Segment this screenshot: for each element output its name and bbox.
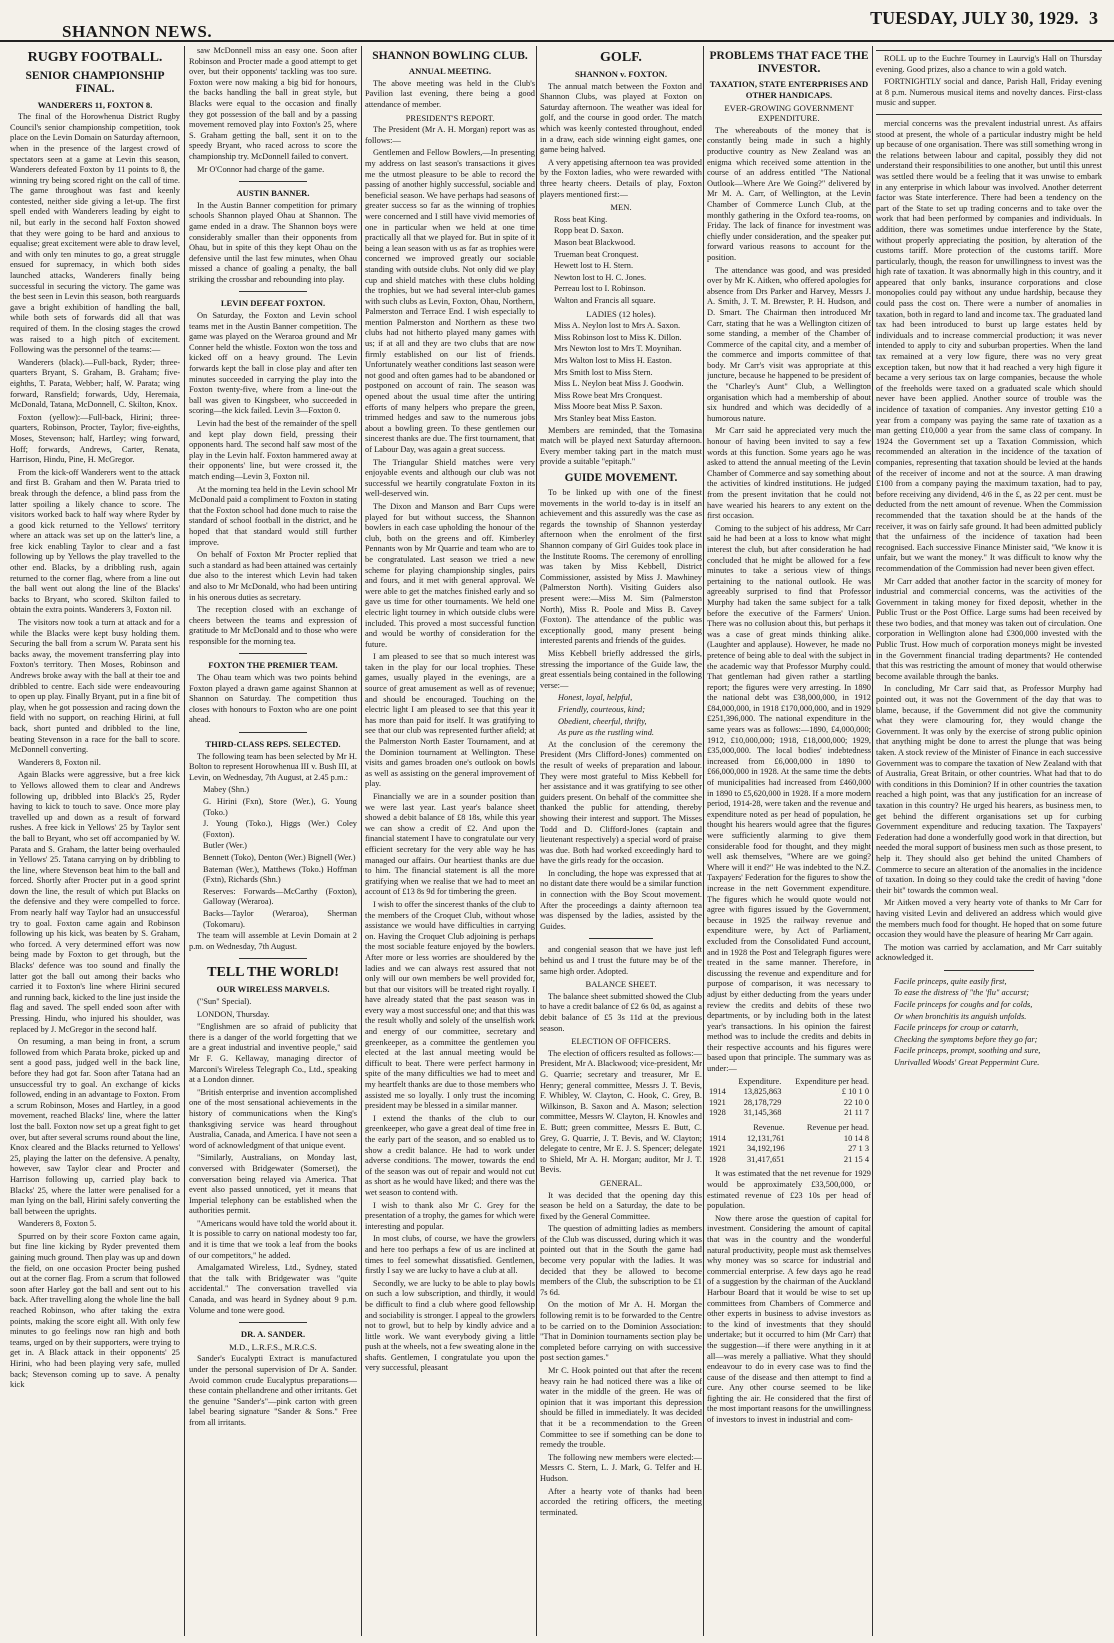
- paragraph: The President (Mr A. H. Morgan) report was as follows:—: [365, 125, 535, 145]
- rugby-subhead: SENIOR CHAMPIONSHIP FINAL.: [25, 70, 165, 96]
- paragraph: Mabey (Shn.): [203, 785, 250, 795]
- reps-heading: THIRD-CLASS REPS. SELECTED.: [205, 739, 341, 750]
- table-cell: 31,417,651: [746, 1154, 785, 1164]
- austin-banner-heading: AUSTIN BANNER.: [236, 188, 310, 199]
- table-cell: 1921: [709, 1144, 726, 1154]
- paragraph: In concluding, Mr Carr said that, as Professor Murphy had pointed out, it was not the Government of the day that was to blame, because, if the Government did not give the community what they were clamouring for, they would change the Government. It was only by the exercise of strong public opinion that anything might be done to arrest the plunge that was being taken. A stock review of the Minister of Finance in each successive Government was to compare the taxation of New Zealand with that of Australia, Great Britain, or other countries. What had that to do with conditions in this Dominion? If in other countries the taxation reached a high point, was that any justification for an increase of taxation in this country? He urged his hearers, as business men, to get behind the different organisations set up for curbing Government expenditure and reducing taxation. The Taxpayers' Federation had done a wonderfully good work in that direction, but needed the moral support of business men such as those present, to help it. They should also get behind the united Chambers of Commerce to secure an alteration of the anomalies in the incidence of taxation. In doing so they could take the credit of having "done their bit" towards the common weal.: [876, 684, 1102, 895]
- paragraph: Financially we are in a sounder position than we were last year. Last year's balance sheet showed a debit balance of £8 18s, while this year we can show a credit of £2. And upon the financial statement I have to congratulate our very efficient secretary for the very able way he has managed our affairs. Our heartiest thanks are due to him. The financial statement is all the more gratifying when we realise that we had to meet an account of £13 8s 9d for timbering the green.: [365, 792, 535, 897]
- page-number: 3: [1089, 8, 1098, 28]
- election-heading: ELECTION OF OFFICERS.: [571, 1036, 671, 1047]
- paragraph: FORTNIGHTLY social and dance, Parish Hall, Friday evening at 8 p.m. Numerous musical items and novelty dances. First-class music and supper.: [876, 77, 1102, 108]
- paragraph: Mrs Newton lost to Mrs T. Moynihan.: [554, 344, 682, 354]
- paragraph: Miss Robinson lost to Miss K. Dillon.: [554, 332, 682, 342]
- paragraph: The reception closed with an exchange of cheers between the teams and expression of gratitude to Mr McDonald and to those who were responsible for the morning tea.: [189, 605, 357, 646]
- investor-sub-1: TAXATION, STATE ENTERPRISES AND OTHER HANDICAPS.: [709, 79, 869, 101]
- paragraph: Unrivalled Woods' Great Peppermint Cure.: [894, 1058, 1040, 1068]
- paragraph: Ropp beat D. Saxon.: [554, 226, 624, 236]
- paragraph: On the motion of Mr A. H. Morgan the following remit is to be forwarded to the Centre to be carried on to the Dominion Association: "That in Dominion tournaments section play be completed before carrying on with successive post section games.": [540, 1300, 702, 1363]
- paragraph: To be linked up with one of the finest movements in the world to-day is in itself an achievement and this assuredly was the case as regards the township of Shannon yesterday afternoon when the enrolment of the first Shannon company of Girl Guides took place in the Institute Rooms. The ceremony of enrolling was taken by Miss Kebbell, District Commissioner, assisted by Miss J. Mawhiney (Palmerston North). Visiting Guiders also present were:—Miss M. Sim (Palmerston North), Miss R. Poole and Miss B. Cavey (Foxton). The attendance of the public was exceptionally good, many present being interested parents and friends of the guides.: [540, 488, 702, 646]
- paragraph: The whereabouts of the money that is constantly being made in such a highly productive country as New Zealand was an enigma which received some attention in the course of an address entitled "The National Outlook—Where Are We Going?" delivered by Mr M. A. Carr, of Wellington, at the Levin Chamber of Commerce Lunch Club, at the monthly gathering in the Oxford tea-rooms, on Friday. The lack of finance for investment was chiefly under consideration, and the speaker put forward various reasons to account for the position.: [707, 125, 871, 262]
- paragraph: Spurred on by their score Foxton came again, but fine line kicking by Ryder prevented them gaining much ground. Then play was up and down the field, on one occasion Procter being pushed out at the corner flag. From a scrum that followed soon after Harley got the ball and sent out to his back. After travelling along the whole line the ball reached Robinson, who after taking the extra points, making the score eight all. With only few minutes to go feelings now ran high and both teams, urged on by their supporters, were trying to get in. A Black attack in their opponents' 25 Hirini, who had been playing very safe, mulled back; Stevenson coming up to save. A penalty kick: [10, 1231, 180, 1390]
- expenditure-table: [707, 1077, 871, 1119]
- paragraph: Bennett (Toko), Denton (Wer.) Bignell (Wer.): [203, 852, 356, 862]
- investor-sub-2: EVER-GROWING GOVERNMENT EXPENDITURE.: [724, 102, 854, 124]
- divider: [239, 653, 306, 654]
- paragraph: Honest, loyal, helpful,: [558, 693, 633, 703]
- ladies-results: [540, 321, 702, 424]
- paragraph: and congenial season that we have just left behind us and I trust the future may be of the same high order. Adopted.: [540, 945, 702, 976]
- table-cell: 1914: [709, 1133, 726, 1143]
- bowling-headline: SHANNON BOWLING CLUB.: [372, 50, 528, 62]
- paragraph: Wanderers 8, Foxton 5.: [18, 1219, 97, 1229]
- table-header-row: [707, 1123, 871, 1134]
- paragraph: The Ohau team which was two points behind Foxton played a drawn game against Shannon at Shannon on Saturday. The competition thus closes with honours to Foxton who are one point ahead.: [189, 673, 357, 725]
- paragraph: I wish to thank also Mr C. Grey for the presentation of a trophy, the games for which were interesting and popular.: [365, 1200, 535, 1231]
- divider: [239, 958, 306, 959]
- golf-intro: [540, 82, 702, 201]
- general-heading: GENERAL.: [599, 1177, 643, 1188]
- paragraph: Again Blacks were aggressive, but a free kick to Yellows allowed them to clear and Andrews following up, dribbled into Black's 25, Ryder having to kick to touch to save. Once more play travelled up and down as a result of forward rushes. A free kick in Yellows' 25 by Taylor sent the ball to Bryant, who set off accompanied by W. Parata and S. Graham, the latter being overhauled in Yellows' 25. Tatana carrying on by dribbling to the line, where Stevenson beat him to the ball and forced. Shortly after Procter put in a good sprint down the line, the result of which put Blacks on the defensive and they were compelled to force. From nearly half way Taylor had an unsuccessful try to goal. Foxton came again and Robinson following up his kick, was beaten by S. Graham, who forced. A very determined effort was now being made by Foxton to get through, but the Blacks' defence was too sound and finally the latter got the ball out among their backs who carried it to Foxton's line where Hirini secured and running back, kicked to the line just inside the flag and saved. The spell ended soon after with Pressing. Hindu, who injured his shoulder, was replaced by J. McGregor in the second half.: [10, 770, 180, 1034]
- column-rugby: [10, 46, 180, 1636]
- levin-heading: LEVIN DEFEAT FOXTON.: [220, 298, 326, 309]
- table-header-row: [707, 1077, 871, 1088]
- paragraph: The visitors now took a turn at attack and for a while the Blacks were kept busy holding them. Securing the ball from a scrum W. Parata sent his backs away, the movement transferring play into Foxton's territory. Then Moses, Robinson and Andrews broke away with the ball at their toe and dribbled to centre. Each side were endeavouring to open up play. Finally Bryant, put in a fine bit of play, when he got possession and racing down the field with no support, on reaching Hirini, at full back, short punted and dribbled to the line, beating Stevenson in a race for the ball to score. McDonnell converting.: [10, 618, 180, 755]
- paragraph: The Dixon and Manson and Barr Cups were played for but without success, the Shannon bowlers in each case upholding the honour of the club, both on the greens and off. Kimberley Pennants won by Mr Quarrie and team who are to be congratulated. Last season we tried a new scheme for playing championship singles, pairs and fours, and it met with general approval. We were able to get the matches finished early and so gave us time for other tournaments. We held one electric light tourney in which outside clubs were included. This proved a most successful function and would be worthy of consideration for the future.: [365, 501, 535, 649]
- issue-date: TUESDAY, JULY 30, 1929.: [870, 8, 1079, 28]
- paragraph: Gentlemen and Fellow Bowlers,—In presenting my address on last season's transactions it gives me the utmost pleasure to be able to record the passing of another highly successful, sociable and beneficial season. We have perhaps had seasons of greater success so far as the winning of trophies were concerned and I still have vivid memories of one in particular when we held at one time practically all that we played for. But in spite of it being a lean season with us as far as trophies were concerned we improved greatly our sociable standing with outside clubs. Not only did we play cup and shield matches with these clubs holding the trophies, but we had several inter-club games with such clubs as Levin, Foxton, Ohau, Northern, Palmerston and Terrace End. I wish especially to mention Palmerston and Northern as these two clubs had not hitherto played many games with us; if at all and they are two clubs that are now firmly established on our list of friends. Unfortunately weather conditions last season were not good and often games had to be abandoned or postponed on account of rain. The season was opened about the usual time after the untiring efforts of many helpers who prepare the green, trimmed hedges and saw to the numerous jobs about a bowling green. To these gentlemen our sincerest thanks are due. The first tournament, that of Labour Day, was again a great success.: [365, 148, 535, 454]
- masthead-right: [864, 8, 1098, 29]
- table-cell: 10 14 8: [843, 1133, 869, 1143]
- paragraph: Mr C. Hook pointed out that after the recent heavy rain he had noticed there was a like of water in the middle of the green. He was of opinion that it was important this depression should be filled in immediately. It was decided that it be a recommendation to the Green Committee to see if something can be done to remedy the trouble.: [540, 1366, 702, 1450]
- paragraph: Mrs Walton lost to Miss H. Easton.: [554, 355, 672, 365]
- page-columns: [8, 46, 1108, 1636]
- paper-name: SHANNON NEWS.: [62, 22, 213, 41]
- paragraph: Checking the symptoms before they go far;: [894, 1034, 1038, 1044]
- rugby-body: [10, 112, 180, 1391]
- paragraph: It was decided that the opening day this season be held on a Saturday, the date to be fixed by the General Committee.: [540, 1190, 702, 1221]
- paragraph: The annual match between the Foxton and Shannon Clubs, was played at Foxton on Saturday afternoon. The weather was ideal for golf, and the course in good order. The match which was keenly contested throughout, ended in a draw, each side winning eight games, one game being halved.: [540, 81, 702, 155]
- paragraph: Miss L. Neylon beat Miss J. Goodwin.: [554, 379, 684, 389]
- paragraph: I wish to offer the sincerest thanks of the club to the members of the Croquet Club, without whose assistance we would have difficulties in carrying on. Having the Croquet Club adjoining is perhaps the most sociable feature enjoyed by the bowlers. After more or less worries are shouldered by the ladies and we can always rest assured that not only will our own members be well provided for, but that our visitors will be treated right royally. I have already stated that the past season was in every way a most successful one; and that this was the result wholly and solely of the unselfish work and energy of our committee, secretary and greenkeeper, as a committee the gentlemen you elected at the last annual meeting would be difficult to beat. There were perfect harmony in spite of the many difficulties we had to meet and my heartfelt thanks are due to those members who assisted me so loyally. I only trust the incoming president may be blessed in a similar manner.: [365, 899, 535, 1111]
- investor-body: [707, 126, 871, 1075]
- table-cell: 12,131,761: [746, 1133, 785, 1143]
- table-cell: 34,192,196: [746, 1144, 785, 1154]
- investor-body-3: [876, 119, 1102, 964]
- paragraph: "Similarly, Australians, on Monday last, conversed with Bridgewater (Somerset), the conversation being relayed via America. That event also passed unnoticed, yet it means that Imperial telephony can be established when the authorities permit.: [189, 1153, 357, 1216]
- divider: [589, 938, 654, 939]
- divider: [239, 1322, 306, 1323]
- investor-body-2: [707, 1169, 871, 1425]
- sander-ad-heading: DR. A. SANDER.: [240, 1329, 306, 1340]
- paragraph: Amalgamated Wireless, Ltd., Sydney, stated that the talk with Bridgewater was "quite accidental." The conversation travelled via Canada, and was heard in Sydney about 9 p.m. Volume and tone were good.: [189, 1263, 357, 1315]
- paragraph: G. Hirini (Fxn), Store (Wer.), G. Young (Toko.): [203, 797, 357, 817]
- paragraph: ROLL up to the Euchre Tourney in Laurvig's Hall on Thursday evening. Good prizes, also a chance to win a gold watch.: [876, 54, 1102, 74]
- table-row: [707, 1134, 871, 1145]
- report-heading: PRESIDENT'S REPORT.: [405, 112, 495, 123]
- levin-body: [189, 311, 357, 647]
- paragraph: Miss Moore beat Miss P. Saxon.: [554, 402, 663, 412]
- table-cell: 13,825,863: [743, 1087, 782, 1097]
- paragraph: "Englishmen are so afraid of publicity that there is a danger of the world forgetting that we are a great industrial and inventive people," said Mr F. G. Kellaway, managing director of Marconi's Wireless Telegraph Co., Ltd., speaking at a London dinner.: [189, 1022, 357, 1085]
- paragraph: Wanderers (black).—Full-back, Ryder; three-quarters Bryant, S. Graham, B. Graham; five-eighths, T. Parata, Webber; half, W. Parata; wing forward, Ransfield; forwards, Udy, Heremaia, McDonald, Tatana, McDonnell, C. Skilton, Knox.: [10, 357, 180, 410]
- divider: [239, 291, 306, 292]
- ladies-label: LADIES (12 holes).: [586, 308, 656, 319]
- divider: [239, 181, 306, 182]
- paragraph: I extend the thanks of the club to our greenkeeper, who gave a great deal of time free in the early part of the season, and so enabled us to show a credit balance. He had to work under adverse conditions. The mower, towards the end of the season was out of repair and would not cut as short as he would have liked; and there was the wet season to contend with.: [365, 1113, 535, 1197]
- austin-banner-body: [189, 201, 357, 286]
- paragraph: Wanderers 8, Foxton nil.: [18, 757, 101, 767]
- column-investor-cont: [876, 46, 1102, 1636]
- paragraph: The Triangular Shield matches were very enjoyable events and although our club was not successful we heartily congratulate Foxton in its well-deserved win.: [365, 457, 535, 499]
- table-row: [707, 1155, 871, 1166]
- table-cell: £ 10 1 0: [841, 1087, 869, 1097]
- paragraph: Coming to the subject of his address, Mr Carr said he had been at a loss to know what might interest the club, but after consideration he had concluded that he might be allowed for a few minutes to take a serious view of things pertaining to the national outlook. He was agreeably surprised to find that Professor Murphy had taken the same subject for a talk before the executive of the Farmers' Union. There was no collusion about this, but perhaps it was a case of great minds thinking alike. (Laughter and applause). However, he made no pretence of being able to deal with the subject in the academic way that Professor Murphy could. That gentleman had given rather a startling report; the figures were very arresting. In 1890 the national debt was £38,000,000, in 1912 £84,000,000, in 1918 £170,000,000, and in 1929 £251,396,000. The national expenditure in the same years was as follows:—1890, £4,000,000; 1912, £10,000,000; 1918, £18,000,000; 1929, £35,000,000. The local bodies' indebtedness increased from £6,000,000 in 1890 to £66,000,000 in 1928. At the same time the debts of municipalities had increased from £460,000 in 1890 to £5,620,000 in 1928. If a more modern period, 1914-28, were taken and the revenue and expenditure noted as per head of population, he thought his hearers would agree that the figures were sufficiently alarming to give them considerable food for thought, and they might well ask themselves, "Where are we going? Where will it end?" He was indebted to the N.Z. Taxpayers' Federation for the figures to show the increase in the nett Government expenditure. The figures which he would quote would not agree with figures issued by the Government, because in 1925 the railway revenue and expenditure were, by Act of Parliament, excluded from the Consolidated Fund account, and in 1928 the Post and Telegraph figures were treated in the same manner. Therefore, in discussing the revenue and expenditure and for purpose of comparison, it was necessary to adjust by either deducting from the years under review the credits and debits of these two departments, or by including both in the latest year's transactions. In his opinion the fairest method was to include the credits and debits in their respective accounts and his figures were based upon that principle. The summary was as under:—: [707, 523, 871, 1074]
- paragraph: It was estimated that the net revenue for 1929 would be approximately £33,500,000, or estimated revenue of £23 10s per head of population.: [707, 1169, 871, 1211]
- paragraph: Ross beat King.: [554, 214, 608, 224]
- table-header-cell: [707, 1123, 733, 1134]
- premier-body: [189, 673, 357, 726]
- paragraph: Mrs Stanley beat Miss Easton.: [554, 413, 657, 423]
- table-cell: 28,178,729: [743, 1097, 782, 1107]
- balance-heading: BALANCE SHEET.: [585, 979, 657, 990]
- table-header-cell: Revenue per head.: [806, 1123, 869, 1133]
- golf-sub: SHANNON v. FOXTON.: [575, 69, 667, 80]
- column-bowling: [365, 46, 535, 1636]
- golf-headline: GOLF.: [600, 50, 642, 65]
- paragraph: Facile princeps, prompt, soothing and sure,: [894, 1046, 1041, 1056]
- rugby-result: WANDERERS 11, FOXTON 8.: [37, 99, 153, 110]
- paragraph: mercial concerns was the prevalent industrial unrest. As affairs stood at present, the whole of a particular industry might be held up because of one organisation. There was still something wrong in the relations between labour and capital, possibly they did not understand their responsibilities to one another, but until this unrest was settled there would be a feeling that it was unwise to embark in any enterprise in which labour was involved. Another deterrent factor was State interference. There had been a tendency on the part of the State to set up trading concerns and to take over the work that had been performed by companies and individuals. In addition, there was sometimes undue interference by the State, without properly appreciating the position, by alteration of the customs tariff. More protection of the customs tariff. More particularly, though, the reason for unwillingness to invest was the high rate of taxation. It was abnormally high in this country, and it appeared that only banks, insurance corporations and close monopolies could pay without any undue hardship, because they could pass the cost on. There were a number of anomalies in taxation, both in regard to land and income tax. The graduated land tax had been introduced to burst up large estates held by individuals and to increase commercial production; it was never intended to apply to city and suburban properties. When the land tax remained at a very low figure, there was no very great exception taken, but now that it had reached a very high figure it became a very serious tax on large companies, because the whole of the freeholds were taxed on a graduated scale which should never have been applied. Another source of trouble was the incidence of taxation of companies. Any investor getting £10 a year from a company was paying the same rate of taxation as a man getting £10,000 a year from the same class of company. In 1924 the Government set up a Taxation Commission, which recommended an alteration in the incidence of the taxation of companies, representing that taxation should be levied at the hands of the receiver of income and not at the source. A man drawing £100 from a company paying the maximum taxation, had to pay, before receiving any dividend, 4/6 in the £, as 22 per cent. must be deducted from the nett amount of revenue. When the Commission recommended that the taxation should be at the hands of the receiver, it was on fairly safe ground. It had been admitted publicly that the unfairness of the incidence of taxation had been recognised. Each successive Finance Minister said, "We know it is unfair, but we want the money." It was difficult to know why the recommendation of the Commission had never been given effect.: [876, 118, 1102, 573]
- bowling-intro: [365, 79, 535, 111]
- table-cell: 21 15 4: [843, 1154, 869, 1164]
- paragraph: Miss A. Neylon lost to Mrs A. Saxon.: [554, 321, 681, 331]
- small-ads: [876, 50, 1102, 115]
- paragraph: Mr Carr said he appreciated very much the honour of having been invited to say a few words at this function. Some years ago he was asked to attend the annual meeting of the Levin Chamber of Commerce and say something about the activities of kindred institutions. He judged from the present invitation that he could not have wearied his hearers to any extent on the first occasion.: [707, 426, 871, 521]
- paragraph: Mr Aitken moved a very hearty vote of thanks to Mr Carr for having visited Levin and delivered an address which would give the members much food for thought. He hoped that on some future occasion they would have the pleasure of hearing Mr Carr again.: [876, 898, 1102, 940]
- paragraph: After a hearty vote of thanks had been accorded the retiring officers, the meeting terminated.: [540, 1486, 702, 1517]
- paragraph: The following team has been selected by Mr H. Bolton to represent Horowhenua III v. Bush III, at Levin, on Wednesday, 7th August, at 2.45 p.m.:: [189, 751, 357, 782]
- guide-headline: GUIDE MOVEMENT.: [564, 471, 678, 484]
- paragraph: J. Young (Toko.), Higgs (Wer.) Coley (Foxton).: [203, 819, 357, 839]
- world-body: [189, 997, 357, 1316]
- paragraph: To ease the distress of "the 'flu" accurst;: [894, 988, 1029, 998]
- paragraph: As pure as the rustling wind.: [558, 728, 655, 738]
- paragraph: Mason beat Blackwood.: [554, 238, 636, 247]
- paragraph: Facile princeps, quite easily first,: [894, 976, 1007, 986]
- paragraph: Facile princeps for croup or catarrh,: [894, 1023, 1019, 1033]
- table-cell: 1921: [709, 1097, 726, 1107]
- paragraph: Newton lost to H. C. Jones.: [554, 272, 647, 282]
- paragraph: Levin had the best of the remainder of the spell and kept play down field, pressing their opponents hard. The second half saw most of the play in the Levin half. Foxton hammered away at their opponents' line, but were crossed it, the match ending—Levin 3, Foxton nil.: [189, 419, 357, 481]
- men-results: [540, 215, 702, 307]
- guide-body: [540, 488, 702, 691]
- column-sports-2: [189, 46, 357, 1636]
- premier-heading: FOXTON THE PREMIER TEAM.: [208, 660, 338, 671]
- paragraph: Bateman (Wer.), Matthews (Toko.) Hoffman (Fxtn), Richards (Shn.): [203, 864, 357, 885]
- bowling-sub: ANNUAL MEETING.: [408, 66, 492, 77]
- table-row: [707, 1098, 871, 1109]
- paragraph: Trueman beat Cronquest.: [554, 249, 639, 259]
- world-headline: TELL THE WORLD!: [207, 965, 339, 981]
- rugby-headline: RUGBY FOOTBALL.: [27, 50, 163, 65]
- paragraph: The above meeting was held in the Club's Pavilion last evening, there being a good attendance of member.: [365, 78, 535, 109]
- paragraph: Walton and Francis all square.: [554, 295, 656, 305]
- paragraph: Hewett lost to H. Stern.: [554, 261, 634, 271]
- paragraph: Miss Rowe beat Mrs Cronquest.: [554, 390, 663, 400]
- table-row: [707, 1087, 871, 1098]
- paragraph: The election of officers resulted as follows:—President, Mr A. Blackwood; vice-president, Mr G. Quarrie; secretary and treasurer, Mr E. Henry; general committee, Messrs J. T. Bevis, F. Whibley, W. Clayton, C. Hook, C. Grey, B. Wilkinson, B. Saxon and A. Mason; selection committee, Messrs W. Clayton, H. Knowles and E. Butt; green committee, Messrs E. Butt, C. Grey, G. Quarrie, J. T. Bevis, and W. Clayton; delegate to centre, Mr E. J. S. Spencer; delegate to Shield, Mr A. H. Morgan; auditor, Mr J. T. Bevis.: [540, 1048, 702, 1175]
- guide-body-2: [540, 740, 702, 933]
- table-cell: 27 1 3: [848, 1144, 869, 1154]
- paragraph: The final of the Horowhenua District Rugby Council's senior championship competition, took place on the Levin Domain on Saturday afternoon, when in the presence of the largest crowd of spectators seen at a game at Levin this season, Wanderers defeated Foxton by 11 points to 8, the winning try being scored right on the call of time. The game throughout was fast and keenly contested, neither side giving a let-up. The first spell ended with Wanderers leading by eight to nil, but early in the second half Foxton showed that they were going to be hard and anxious to equalise; great excitement were able to draw level, and with only ten minutes to go, a great struggle ensued for supremacy, in which both sides launched attacks, Wanderers finally being successful in securing the victory. The game was the best seen in Levin this season, both rearguards gave a bright exhibition of handling the ball, while both sets of forwards did all that was required of them. In the closing stages the crowd was raised to a high pitch of excitement. Following was the personnel of the teams:—: [10, 112, 180, 355]
- reps-body: [189, 752, 357, 784]
- paragraph: Friendly, courteous, kind;: [558, 704, 645, 714]
- general-body: [540, 1191, 702, 1519]
- rugby-body-cont: [189, 46, 357, 175]
- table-row: [707, 1108, 871, 1119]
- paragraph: Obedient, cheerful, thrifty,: [558, 716, 647, 726]
- table-row: [707, 1144, 871, 1155]
- paragraph: On behalf of Foxton Mr Procter replied that such a standard as had been attained was certainly due also to the interest which Levin had taken and also to Mr McDonald, who had been untiring in his onerous duties as secretary.: [189, 550, 357, 602]
- peppermint-cure-verse: [876, 977, 1102, 1069]
- paragraph: I am pleased to see that so much interest was taken in the play for our local trophies. These games, usually played in the evenings, are a source of great amusement as well as of revenue; and should be encouraged. Touching on the electric light I am pleased to see that this year it has more than paid for itself. It was gratifying to see that our club was represented further afield; at the Palmerston North Easter Tournament, and at the Dominion tournament at Wellington. These visits and games broaden one's outlook on bowls as well as assisting on the general improvement of play.: [365, 652, 535, 789]
- paragraph: From the kick-off Wanderers went to the attack and first B. Graham and then W. Parata tried to break through the defence, a blind pass from the latter spoiling a likely chance to score. The visitors worked back to half way where Ryder by a good kick returned to the Yellows' territory where an attack was set up on the latter's line, a free kick enabling Taylor to clear and a fast following up by Yellows the play travelled to the other end. Blacks, by a dribbling rush, again returned to the corner flag, where from a line out the ball went out along the line of the Blacks' backs to Bryant, who scored. Skilton failed to obtain the extra points. Wanderers 3, Foxton nil.: [10, 467, 180, 615]
- election-body: [540, 1049, 702, 1176]
- paragraph: ("Sun" Special).: [197, 997, 252, 1006]
- paragraph: A very appetising afternoon tea was provided by the Foxton ladies, who were rewarded with three hearty cheers. Details of play, Foxton players mentioned first:—: [540, 157, 702, 199]
- paragraph: The motion was carried by acclamation, and Mr Carr suitably acknowledged it.: [876, 942, 1102, 963]
- bowling-cont: [540, 945, 702, 977]
- sander-ad-text: Sander's Eucalypti Extract is manufactured under the personal supervision of Dr A. Sander. Avoid common crude Eucalyptus preparations—these contain phellandrene and other irritants. Get the genuine "Sander's"—pink carton with green label bearing signature "Sander & Sons." Free from all irritants.: [189, 1354, 357, 1427]
- paragraph: On Saturday, the Foxton and Levin school teams met in the Austin Banner competition. The game was played on the Weraroa ground and Mr Conner held the whistle. Foxton won the toss and kicked off on a heavy ground. The Levin forwards kept the ball in close play and after ten minutes succeeded in carrying the play into the Foxton twenty-five, where from a line-out the ball was given to Kingsbeer, who succeeded in scoring—the kick failed. Levin 3—Foxton 0.: [189, 311, 357, 416]
- paragraph: Mr Carr added that another factor in the scarcity of money for industrial and commercial concerns, was the activities of the Government in taking money for fixed deposit, whether in the Public Trust or the Post Office. Large sums had been received by these two bodies, and that money was taken out of circulation. One corporation in Wellington alone had £300,000 invested with the Public Trust. How much of corporation moneys might be invested in the Government financial trading departments? He contended that this was restricting the amount of money that would otherwise become available through the banks.: [876, 576, 1102, 681]
- table-header-cell: Revenue.: [753, 1123, 785, 1133]
- paragraph: Facile princeps for coughs and for colds,: [894, 1000, 1033, 1010]
- paragraph: Miss Kebbell briefly addressed the girls, stressing the importance of the Guide law, the great essentials being contained in the following verse:—: [540, 649, 702, 690]
- paragraph: saw McDonnell miss an easy one. Soon after Robinson and Procter made a good attempt to get over, but their opponents' tackling was too sure. Foxton were now making a big bid for honours, the backs handling the ball in great style, but Blacks were equal to the occasion and finally they got possession of the ball and by a passing movement removed play into Foxton's 25, where S. Graham getting the ball, sent it on to the speedy Bryant, who raced across to score the championship try. McDonnell failed to convert.: [189, 46, 357, 161]
- paragraph: "Americans would have told the world about it. It is possible to carry on national modesty too far, and it is time that we took a leaf from the books of our competitors," he added.: [189, 1218, 357, 1260]
- paragraph: Foxton (yellow):—Full-back, Hirini; three-quarters, Robinson, Procter, Taylor; five-eighths, Moses, Stevenson; half, Hartley; wing forward, Hoff; forwards, Andrews, Carter, Renata, Harrison, Hindu, Pine, H. McGregor.: [10, 412, 180, 465]
- paragraph: "British enterprise and invention accomplished one of the most sensational achievements in the history of communications when the King's thanksgiving service was heard throughout Australia, Canada, and America. I have not seen a word of acknowledgment of that unique event.: [189, 1087, 357, 1150]
- golf-close: Members are reminded, that the Tomasina match will be played next Saturday afternoon. Every member taking part in the match must provide a suitable "epitaph.": [540, 425, 702, 467]
- bowling-report: [365, 125, 535, 1374]
- table-cell: 21 11 7: [844, 1108, 869, 1118]
- paragraph: Butler (Wer.): [203, 841, 247, 851]
- paragraph: The question of admitting ladies as members of the Club was discussed, during which it was pointed out that in the South the game had become very popular with the ladies. It was decided that they be allowed to become members of the Club, the subscription to be £1 7s 6d.: [540, 1224, 702, 1297]
- paragraph: In concluding, the hope was expressed that at no distant date there would be a similar function in connection with the Boy Scout movement. After the proceedings a dainty afternoon tea was dispensed by the ladies, assisted by the Guides.: [540, 868, 702, 931]
- reps-close: The team will assemble at Levin Domain at 2 p.m. on Wednesday, 7th August.: [189, 931, 357, 951]
- paragraph: At the morning tea held in the Levin school Mr McDonald paid a compliment to Foxton in stating that the Foxton school had done much to raise the standard of school football in the district, and he hoped that that standard would still further improve.: [189, 484, 357, 547]
- paragraph: At the conclusion of the ceremony the President (Mrs Clifford-Jones) commented on the result of weeks of preparation and labour. They were most grateful to Miss Kebbell for her assistance and it was gratifying to see other guiders present. On behalf of the committee she thanked the public for attending, thereby showing their interest and support. The Misses Todd and D. Clifford-Jones (captain and lieutenant respectively) a special word of praise was due. Both had worked exceedingly hard to have the girls ready for the occasion.: [540, 739, 702, 866]
- paragraph: Reserves: Forwards—McCarthy (Foxton), Galloway (Weraroa).: [203, 886, 357, 907]
- table-cell: 1928: [709, 1154, 726, 1164]
- sander-ad-sub: M.D., L.R.F.S., M.R.C.S.: [229, 1341, 317, 1352]
- table-header-cell: Expenditure.: [738, 1076, 782, 1086]
- world-subhead: OUR WIRELESS MARVELS.: [216, 984, 330, 995]
- paragraph: Now there arose the question of capital for investment. Considering the amount of capital that was in the country and the wonderful natural productivity, people must ask themselves why money was so scarce for industrial and commercial enterprise. A few days ago he read of a suggestion by the chairman of the Auckland Harbour Board that it would be wise to set up committees from Chambers of Commerce and other experts in business to advise investors as to the kind of investments that they should undertake; but it occurred to him (Mr Carr) that the suggestion—if there were anything in it at all—was merely a palliative. What they should endeavour to do in every case was to find the cause of the disease and then attempt to find a cure. Any other course seemed to be like fighting the air. He considered that the first of the most important reasons for the unwillingness of investors to invest in industrial and com-: [707, 1213, 871, 1425]
- guide-verse: [540, 693, 702, 738]
- paragraph: The balance sheet submitted showed the Club to have a credit balance of £2 6s 0d, as against a debit balance of £5 3s 11d at the previous season.: [540, 991, 702, 1033]
- reps-list: [189, 785, 357, 930]
- paragraph: The following new members were elected:—Messrs C. Stern, L. J. Mark, G. Telfer and H. Hudson.: [540, 1452, 702, 1483]
- paragraph: Perreau lost to I. Robinson.: [554, 284, 646, 294]
- table-header-cell: Expenditure per head.: [795, 1076, 869, 1086]
- masthead: [0, 0, 1114, 42]
- paragraph: In the Austin Banner competition for primary schools Shannon played Ohau at Shannon. The game ended in a draw. The Shannon boys were considerably smaller than their opponents from Ohau, but in spite of this they kept Ohau on the defensive until the last few minutes, when Ohau missed a chance of goaling a penalty, the ball striking the crossbar and rebounding into play.: [189, 200, 357, 284]
- table-cell: 31,145,368: [743, 1108, 782, 1118]
- paragraph: LONDON, Thursday.: [197, 1009, 270, 1019]
- table-header-cell: [707, 1077, 730, 1088]
- paragraph: The attendance was good, and was presided over by Mr K. Aitken, who offered apologies for absence from Drs Parker and Harvey, Messrs J. A. Smith, J. T. M. Brewster, P. H. Hudson, and D. Smart. The Chairman then introduced Mr Carr, stating that he was a Wellington citizen of some standing, a member of the Chamber of Commerce of the capital city, and a member of the commerce and imports committee of that body. Mr Carr's visit was appropriate at this juncture, because he happened to be president of the "Charley's Aunt" Club, a Wellington organisation which had a membership of about six hundred and which was decidedly of a humorous nature.: [707, 265, 871, 423]
- paragraph: Mrs Smith lost to Miss Stern.: [554, 367, 653, 377]
- divider: [239, 732, 306, 733]
- revenue-table: [707, 1123, 871, 1165]
- investor-headline: PROBLEMS THAT FACE THE INVESTOR.: [709, 50, 869, 76]
- paragraph: On resuming, a man being in front, a scrum followed from which Parata broke, picked up and sent a good pass, judged well in the back line, before they had got far. Soon after Tatana had an unsuccessful try to goal. An exchange of kicks followed, ending in an advantage to Foxton. From a scrum Robinson, Moses and Hartley, in a good movement, reached Blacks' line, where the latter lost the ball. Foxton now set up a great fight to get over, but after several scrums round about the line, Knox cleared and the Blacks returned to Yellows' 25, playing the latter on the defensive. A penalty, however, saw Taylor clear and Procter and Harrison following up, carried play back to Blacks' 25, where the latter were penalised for a man lying on the ball, Hirini safely converting the ball between the uprights.: [10, 1037, 180, 1216]
- table-cell: 22 10 0: [843, 1097, 869, 1107]
- table-cell: 1928: [709, 1108, 726, 1118]
- column-golf-guides: [540, 46, 702, 1636]
- men-label: MEN.: [610, 202, 632, 213]
- paragraph: Secondly, we are lucky to be able to play bowls on such a low subscription, and thirdly, it would be difficult to find a club where good fellowship and sociability is stronger. I appeal to the growlers not to growl, but to help by kindly advice and a little work. We want everybody giving a little push at the wheels, not a few sweating alone in the shafts. Gentlemen, I congratulate you upon the very successful, pleasant: [365, 1278, 535, 1373]
- paragraph: In most clubs, of course, we have the growlers and here too perhaps a few of us are inclined at times to feel somewhat dissatisfied. Gentlemen, firstly I say we are lucky to have a club at all.: [365, 1234, 535, 1276]
- table-cell: 1914: [709, 1087, 726, 1097]
- balance-body: [540, 992, 702, 1034]
- paragraph: Or when bronchitis its anguish unfolds.: [894, 1011, 1027, 1021]
- paragraph: Backs—Taylor (Weraroa), Sherman (Tokomaru).: [203, 908, 357, 929]
- paragraph: Mr O'Connor had charge of the game.: [197, 164, 325, 174]
- column-investor: [707, 46, 871, 1636]
- divider: [944, 970, 1034, 971]
